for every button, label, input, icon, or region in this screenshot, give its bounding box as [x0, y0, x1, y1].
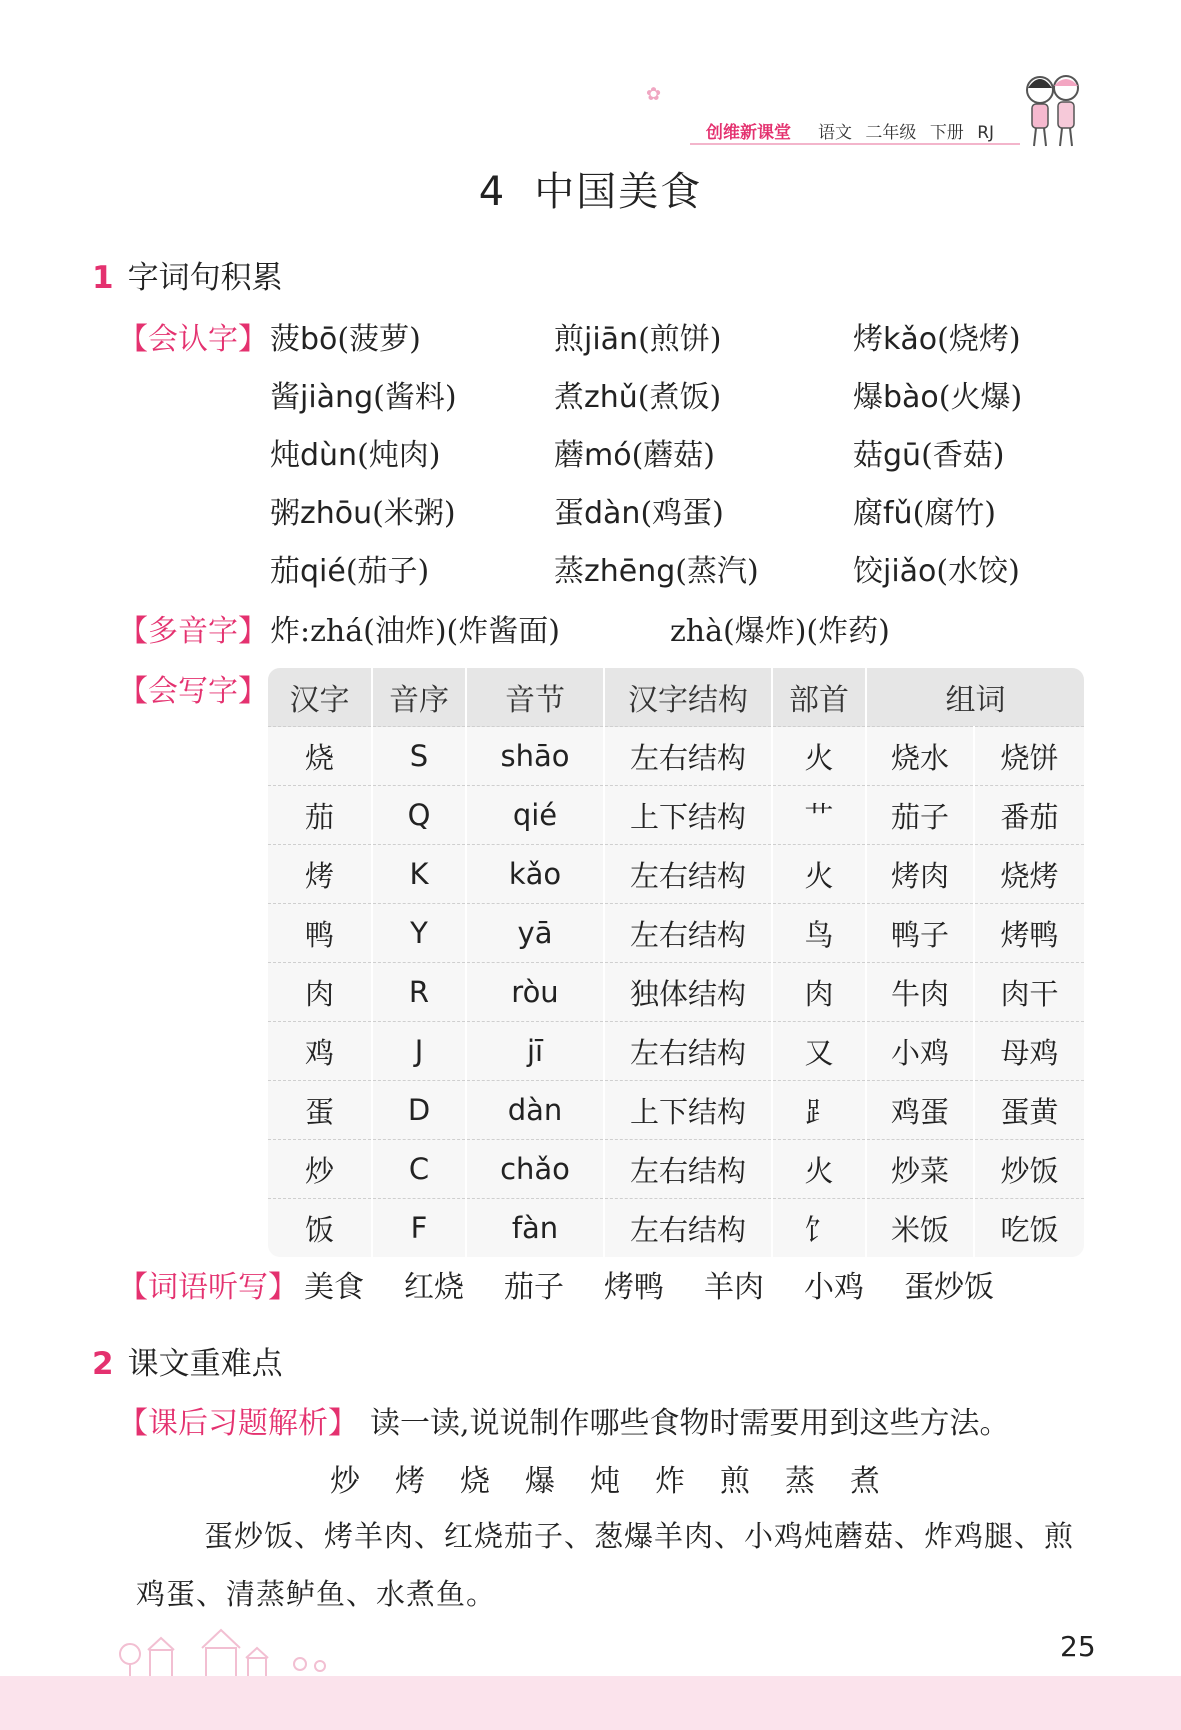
recognize-pinyin: fǔ — [883, 496, 913, 531]
cell-hanzi: 蛋 — [268, 1081, 372, 1140]
exercise-question: 读一读,说说制作哪些食物时需要用到这些方法。 — [370, 1406, 1010, 1441]
footer-band — [0, 1676, 1181, 1730]
write-tag: 【会写字】 — [118, 674, 268, 709]
answer-line-2: 鸡蛋、清蒸鲈鱼、水煮鱼。 — [136, 1577, 497, 1611]
cell-yinxu: K — [372, 845, 466, 904]
polyphone-line-1: 炸:zhá(油炸)(炸酱面) — [270, 614, 560, 649]
cell-yinjie: kǎo — [466, 845, 604, 904]
recognize-word: (蒸汽) — [675, 554, 759, 589]
recognize-pinyin: jiān — [584, 322, 639, 357]
cell-radical: 火 — [772, 1140, 866, 1199]
cell-radical: 火 — [772, 727, 866, 786]
section-heading-2 — [92, 1338, 283, 1383]
cell-word-1: 小鸡 — [866, 1022, 974, 1081]
cell-word-2: 烤鸭 — [974, 904, 1084, 963]
page-header — [0, 0, 1181, 160]
recognize-pinyin: zhǔ — [584, 380, 638, 415]
recognize-item — [554, 430, 715, 474]
recognize-pinyin: kǎo — [883, 322, 938, 357]
recognize-item — [270, 314, 421, 358]
cell-word-1: 烤肉 — [866, 845, 974, 904]
dictation-word: 美食 — [304, 1270, 364, 1305]
cell-word-2: 烧饼 — [974, 727, 1084, 786]
recognize-char: 炖 — [270, 438, 300, 473]
dictation-tag: 【词语听写】 — [118, 1270, 298, 1305]
recognize-char: 菠 — [270, 322, 300, 357]
cell-yinjie: yā — [466, 904, 604, 963]
cell-yinjie: jī — [466, 1022, 604, 1081]
cell-hanzi: 饭 — [268, 1199, 372, 1258]
cell-structure: 左右结构 — [604, 1022, 772, 1081]
cell-radical: 火 — [772, 845, 866, 904]
polyphone-line-2: zhà(爆炸)(炸药) — [670, 614, 890, 649]
table-row — [268, 963, 1084, 1022]
table-row — [268, 1140, 1084, 1199]
recognize-pinyin: gū — [883, 438, 922, 473]
recognize-pinyin: bō — [300, 322, 338, 357]
cell-word-1: 米饭 — [866, 1199, 974, 1258]
recognize-item — [270, 430, 441, 474]
book-meta — [818, 118, 1002, 143]
header-yinjie: 音节 — [466, 668, 604, 727]
cell-yinxu: F — [372, 1199, 466, 1258]
page-number: 25 — [1060, 1630, 1096, 1663]
header-structure: 汉字结构 — [604, 668, 772, 727]
recognize-word: (蘑菇) — [631, 438, 715, 473]
table-row — [268, 904, 1084, 963]
recognize-char: 蘑 — [554, 438, 584, 473]
table-row — [268, 845, 1084, 904]
recognize-char: 爆 — [853, 380, 883, 415]
volume: 下册 — [929, 123, 964, 143]
cell-yinjie: dàn — [466, 1081, 604, 1140]
flower-icon: ✿ — [646, 84, 662, 105]
recognize-word: (煎饼) — [638, 322, 722, 357]
cell-yinjie: ròu — [466, 963, 604, 1022]
lesson-number: 4 — [478, 169, 507, 215]
exercise-tag: 【课后习题解析】 — [118, 1406, 358, 1441]
cell-yinxu: R — [372, 963, 466, 1022]
cell-hanzi: 鸭 — [268, 904, 372, 963]
cell-radical: 肉 — [772, 963, 866, 1022]
recognize-item — [853, 430, 1004, 474]
cell-word-1: 炒菜 — [866, 1140, 974, 1199]
cell-structure: 左右结构 — [604, 904, 772, 963]
cell-yinjie: chǎo — [466, 1140, 604, 1199]
cell-word-1: 鸭子 — [866, 904, 974, 963]
dictation-words — [304, 1262, 1034, 1306]
recognize-word: (酱料) — [373, 380, 457, 415]
cell-yinxu: C — [372, 1140, 466, 1199]
cell-word-2: 母鸡 — [974, 1022, 1084, 1081]
dictation-word: 烤鸭 — [604, 1270, 664, 1305]
cell-yinxu: S — [372, 727, 466, 786]
cell-structure: 左右结构 — [604, 727, 772, 786]
cooking-method: 炸 — [655, 1464, 685, 1499]
section-title: 字词句积累 — [127, 260, 283, 296]
cell-word-2: 蛋黄 — [974, 1081, 1084, 1140]
recognize-pinyin: dàn — [584, 496, 641, 531]
cell-radical: 艹 — [772, 786, 866, 845]
recognize-word: (腐竹) — [912, 496, 996, 531]
cell-word-2: 炒饭 — [974, 1140, 1084, 1199]
recognize-pinyin: mó — [584, 438, 632, 473]
cell-word-2: 番茄 — [974, 786, 1084, 845]
recognize-pinyin: zhēng — [584, 554, 676, 589]
dictation-word: 羊肉 — [704, 1270, 764, 1305]
cell-structure: 左右结构 — [604, 845, 772, 904]
cell-structure: 上下结构 — [604, 786, 772, 845]
table-row — [268, 1081, 1084, 1140]
section-title: 课文重难点 — [127, 1346, 283, 1382]
recognize-item — [853, 546, 1020, 590]
table-header-row — [268, 668, 1084, 727]
recognize-char: 菇 — [853, 438, 883, 473]
cell-radical: ⻊ — [772, 1081, 866, 1140]
cell-structure: 独体结构 — [604, 963, 772, 1022]
recognize-item — [554, 488, 724, 532]
kids-illustration-icon — [1018, 68, 1088, 150]
header-divider — [690, 143, 1020, 145]
cell-structure: 上下结构 — [604, 1081, 772, 1140]
cell-hanzi: 烧 — [268, 727, 372, 786]
dictation-word: 蛋炒饭 — [904, 1270, 994, 1305]
recognize-pinyin: zhōu — [300, 496, 373, 531]
cell-hanzi: 肉 — [268, 963, 372, 1022]
cell-yinjie: shāo — [466, 727, 604, 786]
recognize-item — [853, 488, 996, 532]
cooking-method: 爆 — [525, 1464, 555, 1499]
recognize-word: (香菇) — [921, 438, 1005, 473]
recognize-word: (火爆) — [938, 380, 1023, 415]
town-decoration-icon — [110, 1620, 380, 1680]
recognize-char: 煮 — [554, 380, 584, 415]
table-row — [268, 786, 1084, 845]
recognize-item — [270, 546, 429, 590]
recognize-char: 蒸 — [554, 554, 584, 589]
recognize-word: (水饺) — [936, 554, 1020, 589]
recognize-item — [853, 314, 1021, 358]
cell-radical: 又 — [772, 1022, 866, 1081]
table-row — [268, 1199, 1084, 1258]
cooking-method: 炖 — [590, 1464, 620, 1499]
write-table-body — [268, 727, 1084, 1258]
recognize-word: (煮饭) — [637, 380, 722, 415]
dictation-word: 小鸡 — [804, 1270, 864, 1305]
cell-word-1: 牛肉 — [866, 963, 974, 1022]
recognize-item — [270, 488, 456, 532]
cooking-methods — [330, 1456, 915, 1500]
cooking-method: 煮 — [850, 1464, 880, 1499]
polyphone-tag: 【多音字】 — [118, 614, 268, 649]
cell-yinjie: qié — [466, 786, 604, 845]
recognize-pinyin: dùn — [300, 438, 358, 473]
recognize-char: 蛋 — [554, 496, 584, 531]
recognize-char: 腐 — [853, 496, 883, 531]
recognize-item — [554, 372, 721, 416]
cell-hanzi: 鸡 — [268, 1022, 372, 1081]
recognize-tag: 【会认字】 — [118, 322, 268, 357]
recognize-word: (菠萝) — [337, 322, 421, 357]
header-hanzi: 汉字 — [268, 668, 372, 727]
cell-yinxu: J — [372, 1022, 466, 1081]
section-number: 1 — [92, 260, 114, 296]
section-number: 2 — [92, 1346, 114, 1382]
dictation-word: 茄子 — [504, 1270, 564, 1305]
recognize-char: 粥 — [270, 496, 300, 531]
cell-radical: 鸟 — [772, 904, 866, 963]
cell-yinxu: Q — [372, 786, 466, 845]
grade: 二年级 — [865, 123, 917, 143]
header-yinxu: 音序 — [372, 668, 466, 727]
cell-word-2: 肉干 — [974, 963, 1084, 1022]
recognize-pinyin: jiǎo — [883, 554, 937, 589]
cell-yinxu: D — [372, 1081, 466, 1140]
recognize-pinyin: jiàng — [300, 380, 374, 415]
recognize-char: 茄 — [270, 554, 300, 589]
cooking-method: 蒸 — [785, 1464, 815, 1499]
recognize-word: (炖肉) — [357, 438, 441, 473]
answer-line-1: 蛋炒饭、烤羊肉、红烧茄子、葱爆羊肉、小鸡炖蘑菇、炸鸡腿、煎 — [204, 1519, 1075, 1553]
cell-hanzi: 烤 — [268, 845, 372, 904]
recognize-item — [853, 372, 1022, 416]
cell-word-2: 烧烤 — [974, 845, 1084, 904]
cell-radical: 饣 — [772, 1199, 866, 1258]
cooking-method: 炒 — [330, 1464, 360, 1499]
recognize-char: 饺 — [853, 554, 883, 589]
recognize-word: (茄子) — [345, 554, 430, 589]
recognize-pinyin: qié — [300, 554, 346, 589]
cell-hanzi: 炒 — [268, 1140, 372, 1199]
cooking-method: 烧 — [460, 1464, 490, 1499]
lesson-title-text: 中国美食 — [534, 169, 703, 215]
cell-structure: 左右结构 — [604, 1140, 772, 1199]
dictation-word: 红烧 — [404, 1270, 464, 1305]
recognize-word: (烧烤) — [937, 322, 1021, 357]
cell-word-1: 鸡蛋 — [866, 1081, 974, 1140]
cooking-method: 煎 — [720, 1464, 750, 1499]
recognize-char: 煎 — [554, 322, 584, 357]
cell-yinxu: Y — [372, 904, 466, 963]
edition: RJ — [977, 123, 995, 143]
recognize-item — [554, 546, 759, 590]
table-row — [268, 727, 1084, 786]
recognize-item — [270, 372, 457, 416]
table-row — [268, 1022, 1084, 1081]
recognize-char: 酱 — [270, 380, 300, 415]
cell-word-1: 茄子 — [866, 786, 974, 845]
cell-word-1: 烧水 — [866, 727, 974, 786]
recognize-word: (米粥) — [372, 496, 456, 531]
recognize-char: 烤 — [853, 322, 883, 357]
recognize-pinyin: bào — [883, 380, 939, 415]
header-radical: 部首 — [772, 668, 866, 727]
lesson-title — [0, 160, 1181, 217]
header-words: 组词 — [866, 668, 1084, 727]
cell-word-2: 吃饭 — [974, 1199, 1084, 1258]
cooking-method: 烤 — [395, 1464, 425, 1499]
recognize-word: (鸡蛋) — [640, 496, 724, 531]
section-heading-1 — [92, 252, 283, 297]
write-table — [268, 668, 1084, 1257]
subject: 语文 — [818, 123, 852, 143]
cell-yinjie: fàn — [466, 1199, 604, 1258]
cell-hanzi: 茄 — [268, 786, 372, 845]
recognize-item — [554, 314, 722, 358]
cell-structure: 左右结构 — [604, 1199, 772, 1258]
brand-name: 创维新课堂 — [706, 123, 791, 143]
